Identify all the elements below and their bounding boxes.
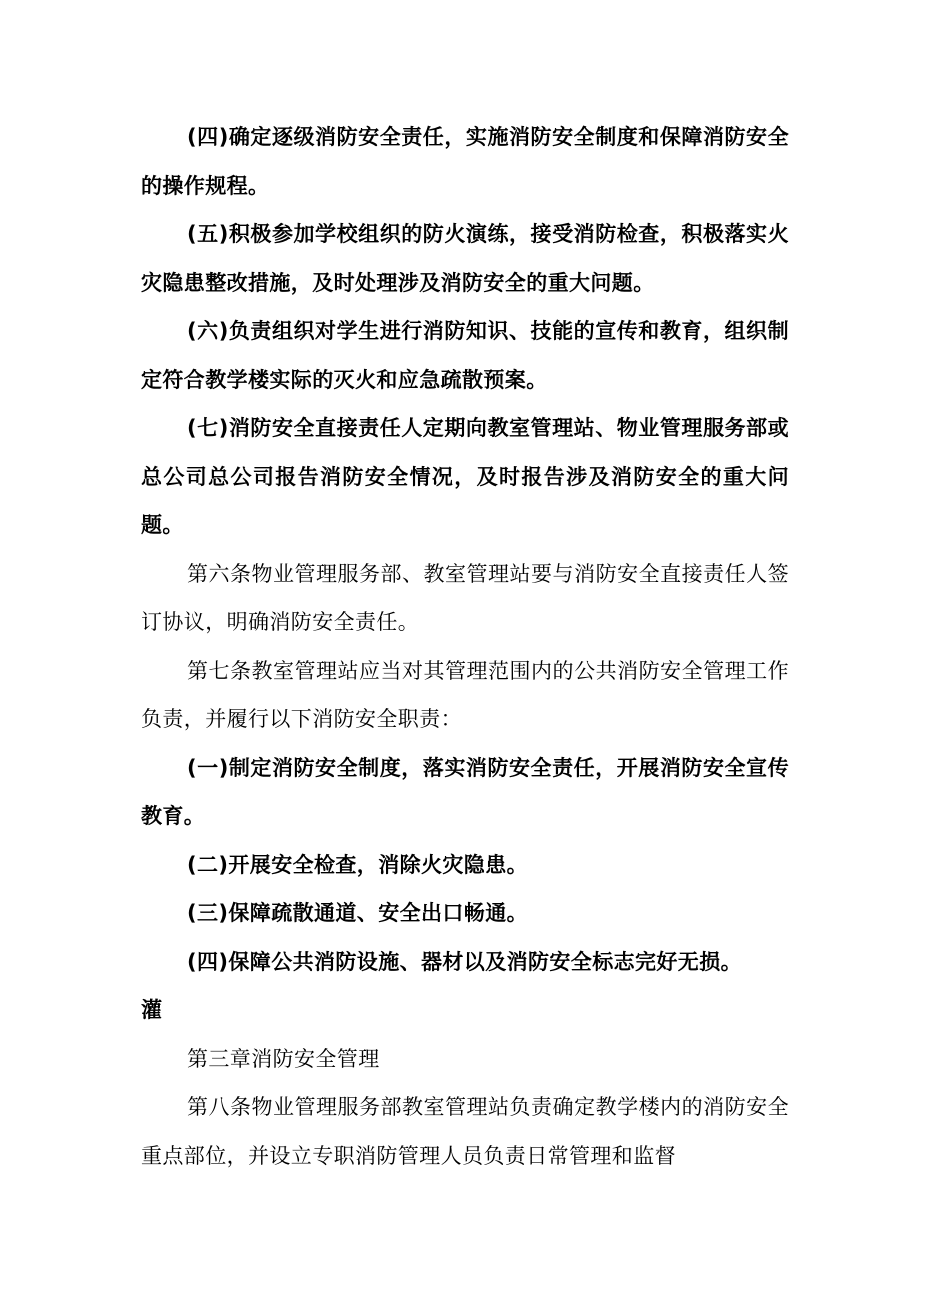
article-8: 第八条物业管理服务部教室管理站负责确定教学楼内的消防安全重点部位，并设立专职消防管理人员负责日常管理和监督	[141, 1095, 789, 1168]
article-6: 第六条物业管理服务部、教室管理站要与消防安全直接责任人签订协议，明确消防安全责任。	[141, 561, 789, 634]
duty-item-1: (一)制定消防安全制度，落实消防安全责任，开展消防安全宣传教育。	[141, 755, 789, 828]
paragraph-item-7: (七)消防安全直接责任人定期向教室管理站、物业管理服务部或总公司总公司报告消防安全情况，及时报告涉及消防安全的重大问题。	[141, 416, 789, 537]
chapter-heading: 第三章消防安全管理	[187, 1046, 380, 1071]
document-body	[141, 113, 789, 1180]
duty-item-3: (三)保障疏散通道、安全出口畅通。	[187, 901, 528, 925]
paragraph-item-5: (五)积极参加学校组织的防火演练，接受消防检查，积极落实火灾隐患整改措施，及时处理涉及消防安全的重大问题。	[141, 222, 789, 295]
duty-item-2: (二)开展安全检查，消除火灾隐患。	[187, 852, 528, 877]
stray-character: 灌	[141, 998, 163, 1022]
paragraph-item-6: (六)负责组织对学生进行消防知识、技能的宣传和教育，组织制定符合教学楼实际的灭火和应急疏散预案。	[141, 319, 789, 392]
duty-item-4: (四)保障公共消防设施、器材以及消防安全标志完好无损。	[187, 949, 742, 974]
article-7: 第七条教室管理站应当对其管理范围内的公共消防安全管理工作负责，并履行以下消防安全职责：	[141, 658, 789, 731]
paragraph-item-4: (四)确定逐级消防安全责任，实施消防安全制度和保障消防安全的操作规程。	[141, 125, 789, 198]
